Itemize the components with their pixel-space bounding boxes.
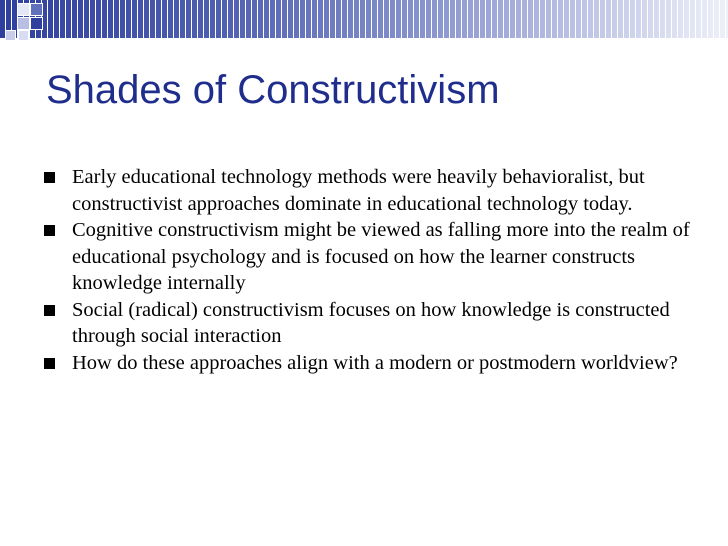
square-decor [17, 17, 30, 30]
bullet-list [44, 164, 694, 376]
bullet-item [44, 217, 694, 297]
bullet-item [44, 164, 694, 217]
header-gradient-band [0, 0, 728, 38]
bullet-item [44, 350, 694, 377]
square-bullet-icon [44, 358, 55, 369]
square-bullet-icon [44, 305, 55, 316]
square-decor [18, 30, 29, 41]
bullet-text: Cognitive constructivism might be viewed as falling more into the realm of educational psychology and is focused on how the learner constructs knowledge internally [72, 219, 690, 294]
header-divider [0, 38, 728, 41]
bullet-text: Early educational technology methods were heavily behavioralist, but constructivist approaches dominate in educational technology today. [72, 166, 645, 215]
square-decor [30, 3, 43, 16]
slide-title: Shades of Constructivism [46, 68, 500, 112]
square-decor [17, 3, 30, 16]
square-bullet-icon [44, 225, 55, 236]
bullet-text: Social (radical) constructivism focuses on how knowledge is constructed through social interaction [72, 298, 670, 347]
square-decor [5, 30, 16, 41]
bullet-text: How do these approaches align with a modern or postmodern worldview? [72, 351, 678, 374]
bullet-item [44, 297, 694, 350]
square-decor [30, 17, 43, 30]
square-bullet-icon [44, 172, 55, 183]
